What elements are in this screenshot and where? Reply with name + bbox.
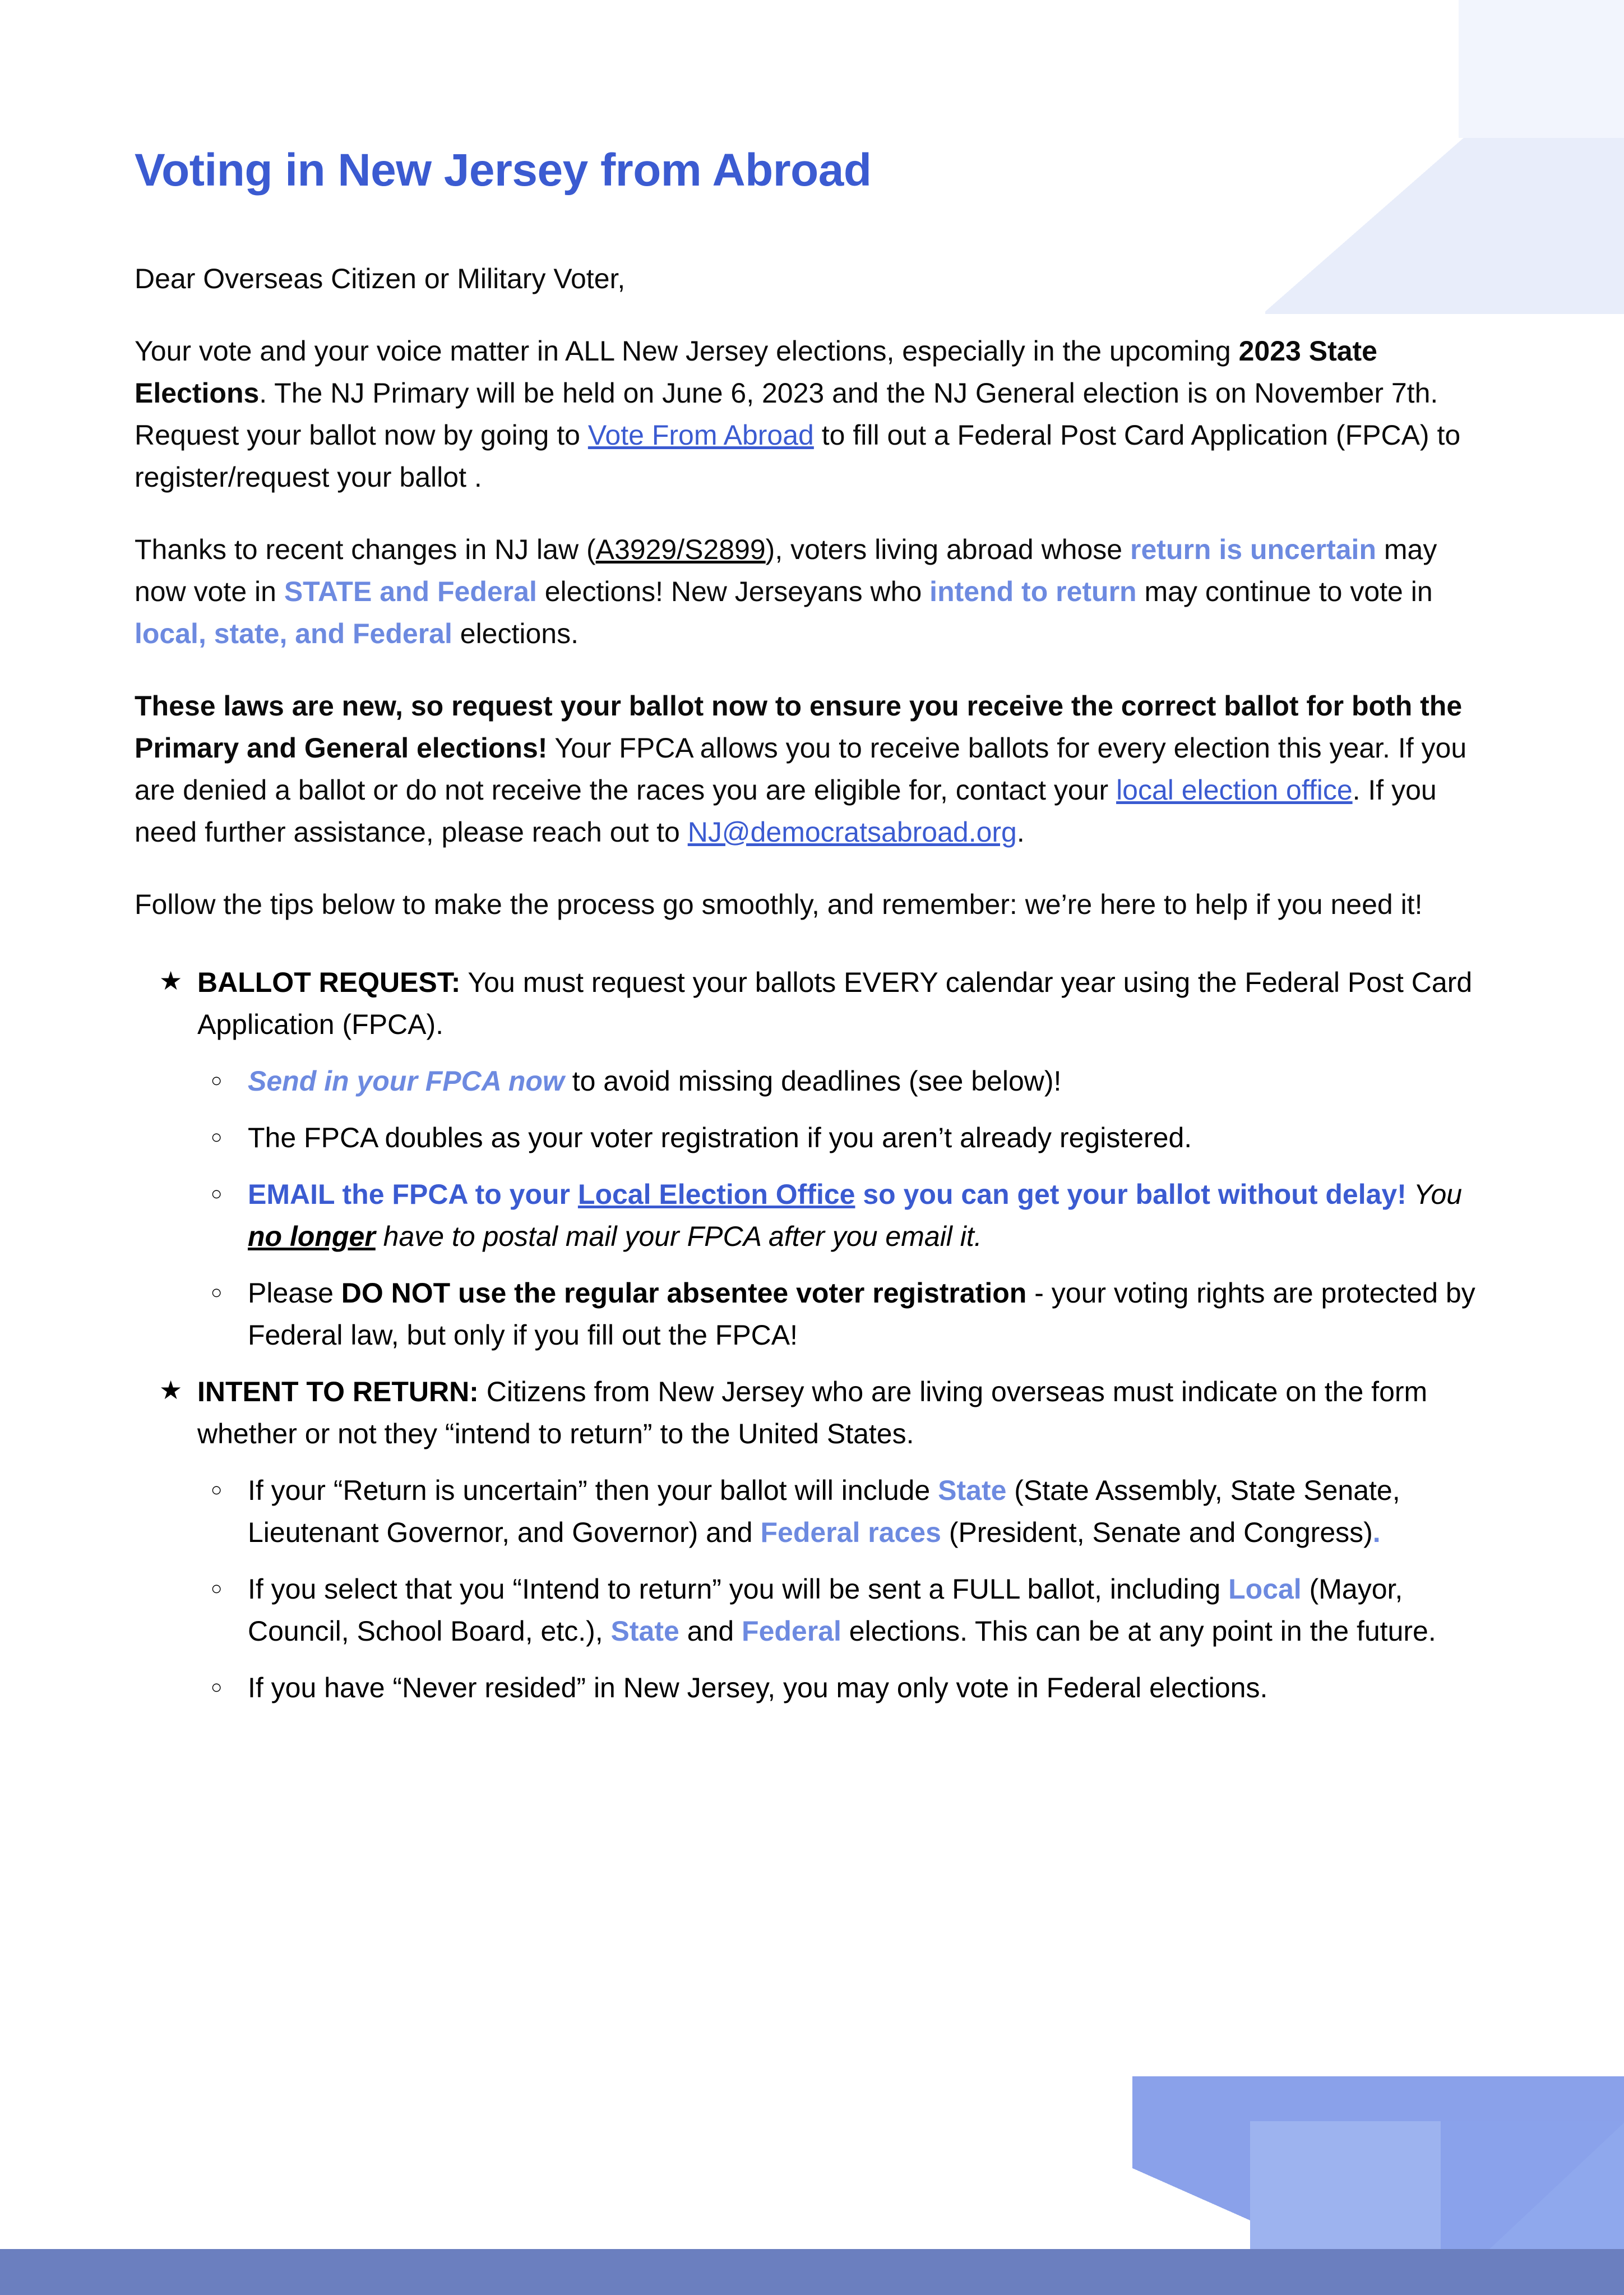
full-ballot-t1: If you select that you “Intend to return” you will be sent a FULL ballot, including xyxy=(248,1573,1229,1605)
circle-bullet-icon: ○ xyxy=(211,1479,223,1500)
new-laws-paragraph xyxy=(135,655,1495,853)
email-fpca-body xyxy=(248,1174,1495,1258)
circle-bullet-icon: ○ xyxy=(211,1676,223,1698)
ballot-request-text: You must request your ballots EVERY calendar year using the Federal Post Card Application (FPCA). xyxy=(197,966,1473,1040)
page-title: Voting in New Jersey from Abroad xyxy=(135,145,872,196)
bill-a3929-s2899-link[interactable]: A3929/S2899 xyxy=(595,533,766,565)
star-icon: ★ xyxy=(159,1375,183,1405)
salutation-text: Dear Overseas Citizen or Military Voter, xyxy=(135,262,626,294)
list-item-intent-to-return xyxy=(135,1356,1495,1709)
follow-tips-paragraph: Follow the tips below to make the process go smoothly, and remember: we’re here to help if you need it! xyxy=(135,888,1423,920)
circle-bullet-icon: ○ xyxy=(211,1281,223,1303)
bottom-bar-decoration xyxy=(0,2249,1624,2295)
new-laws-part3: . xyxy=(1016,816,1025,848)
send-fpca-now-text: to avoid missing deadlines (see below)! xyxy=(564,1065,1062,1097)
circle-bullet-icon: ○ xyxy=(211,1069,223,1091)
intro-text-part2: . The NJ Primary will be held on June 6, 2023 and the NJ General election is on November 7th. Request your ballot now by going to xyxy=(135,377,1438,451)
star-icon: ★ xyxy=(159,966,183,995)
salutation-paragraph xyxy=(135,196,1495,300)
nj-law-part4: elections! New Jerseyans who xyxy=(536,575,930,607)
list-item-never-resided xyxy=(197,1652,1495,1709)
accent-local-state-federal: local, state, and Federal xyxy=(135,617,452,649)
local-election-office-link[interactable]: local election office xyxy=(1116,774,1353,806)
intent-to-return-heading: INTENT TO RETURN: xyxy=(197,1375,479,1407)
return-uncertain-body xyxy=(248,1470,1495,1554)
accent-federal: Federal xyxy=(742,1615,841,1647)
circle-bullet-icon: ○ xyxy=(211,1577,223,1599)
nj-law-part2: ), voters living abroad whose xyxy=(765,533,1130,565)
list-item-send-fpca-now xyxy=(197,1046,1495,1102)
return-uncertain-t2: (State Assembly, State Senate, Lieutenant Governor, and Governor) and xyxy=(248,1474,1400,1548)
email-fpca-no-longer-emphasis: no longer xyxy=(248,1220,376,1252)
intro-text-part1: Your vote and your voice matter in ALL New Jersey elections, especially in the upcoming xyxy=(135,335,1239,367)
intro-bold-state-elections: 2023 State Elections xyxy=(135,335,1377,409)
accent-state: State xyxy=(938,1474,1007,1506)
intro-text-part3: to fill out a Federal Post Card Application (FPCA) to register/request your ballot . xyxy=(135,419,1461,493)
email-fpca-accent-part-b: so you can get your ballot without delay! xyxy=(855,1178,1406,1210)
intent-to-return-body xyxy=(197,1371,1495,1455)
list-item-fpca-doubles-registration xyxy=(197,1102,1495,1159)
do-not-use-absentee-part-a: Please xyxy=(248,1277,341,1309)
accent-state-2: State xyxy=(610,1615,679,1647)
bottom-right-rectangle-mid-decoration xyxy=(1441,2121,1624,2295)
intent-to-return-text: Citizens from New Jersey who are living overseas must indicate on the form whether or not they “intend to return” to the United States. xyxy=(197,1375,1428,1449)
accent-intend-to-return: intend to return xyxy=(929,575,1137,607)
list-item-return-uncertain xyxy=(197,1455,1495,1554)
accent-return-is-uncertain: return is uncertain xyxy=(1130,533,1376,565)
intro-paragraph xyxy=(135,300,1495,498)
new-laws-bold-lead: These laws are new, so request your ballot now to ensure you receive the correct ballot for both the Primary and General elections! xyxy=(135,690,1463,764)
send-fpca-now-body xyxy=(248,1060,1495,1102)
full-ballot-t3: and xyxy=(679,1615,742,1647)
vote-from-abroad-link[interactable]: Vote From Abroad xyxy=(587,419,814,451)
intend-to-return-full-ballot-body xyxy=(248,1568,1495,1652)
intent-to-return-sublist xyxy=(197,1455,1495,1709)
nj-law-part6: elections. xyxy=(452,617,579,649)
nj-law-part5: may continue to vote in xyxy=(1136,575,1433,607)
ballot-request-sublist xyxy=(197,1046,1495,1356)
nj-law-paragraph xyxy=(135,498,1495,655)
ballot-request-body xyxy=(197,962,1495,1046)
ballot-request-heading: BALLOT REQUEST: xyxy=(197,966,461,998)
bottom-right-slant-decoration xyxy=(1132,2076,1624,2295)
accent-send-in-your-fpca-now: Send in your FPCA now xyxy=(248,1065,565,1097)
never-resided-text: If you have “Never resided” in New Jersey, you may only vote in Federal elections. xyxy=(248,1671,1268,1703)
do-not-use-absentee-bold: DO NOT use the regular absentee voter registration xyxy=(341,1277,1027,1309)
accent-local: Local xyxy=(1228,1573,1302,1605)
nj-law-part1: Thanks to recent changes in NJ law ( xyxy=(135,533,596,565)
accent-state-and-federal: STATE and Federal xyxy=(284,575,537,607)
circle-bullet-icon: ○ xyxy=(211,1183,223,1204)
local-election-office-link-sub[interactable]: Local Election Office xyxy=(577,1178,855,1210)
list-item-intend-to-return-full-ballot xyxy=(197,1554,1495,1652)
do-not-use-absentee-body xyxy=(248,1272,1495,1356)
new-laws-part1: Your FPCA allows you to receive ballots for every election this year. If you are denied a ballot or do not receive the races you are eligible for, contact your xyxy=(135,732,1467,806)
bottom-right-wedge-decoration xyxy=(1441,2121,1624,2295)
email-fpca-italic-part-a: You xyxy=(1406,1178,1463,1210)
email-fpca-italic-part-b: have to postal mail your FPCA after you email it. xyxy=(375,1220,982,1252)
full-ballot-t2: (Mayor, Council, School Board, etc.), xyxy=(248,1573,1403,1647)
accent-federal-races: Federal races xyxy=(760,1516,941,1548)
email-nj-democratsabroad-link[interactable]: NJ@democratsabroad.org xyxy=(687,816,1017,848)
nj-law-part3: may now vote in xyxy=(135,533,1437,607)
full-ballot-t4: elections. This can be at any point in the future. xyxy=(841,1615,1436,1647)
email-fpca-accent-part-a: EMAIL the FPCA to your xyxy=(248,1178,578,1210)
accent-trailing-period: . xyxy=(1372,1516,1381,1548)
tips-list xyxy=(135,926,1495,1709)
do-not-use-absentee-part-b: - your voting rights are protected by Federal law, but only if you fill out the FPCA! xyxy=(248,1277,1475,1351)
return-uncertain-t1: If your “Return is uncertain” then your ballot will include xyxy=(248,1474,938,1506)
new-laws-part2: . If you need further assistance, please reach out to xyxy=(135,774,1437,848)
circle-bullet-icon: ○ xyxy=(211,1126,223,1148)
fpca-doubles-registration-text: The FPCA doubles as your voter registration if you aren’t already registered. xyxy=(248,1121,1192,1153)
list-item-ballot-request xyxy=(135,947,1495,1356)
list-item-email-fpca xyxy=(197,1159,1495,1258)
bottom-right-rectangle-light-decoration xyxy=(1250,2121,1441,2295)
list-item-do-not-use-absentee xyxy=(197,1258,1495,1356)
return-uncertain-t3: (President, Senate and Congress) xyxy=(941,1516,1373,1548)
